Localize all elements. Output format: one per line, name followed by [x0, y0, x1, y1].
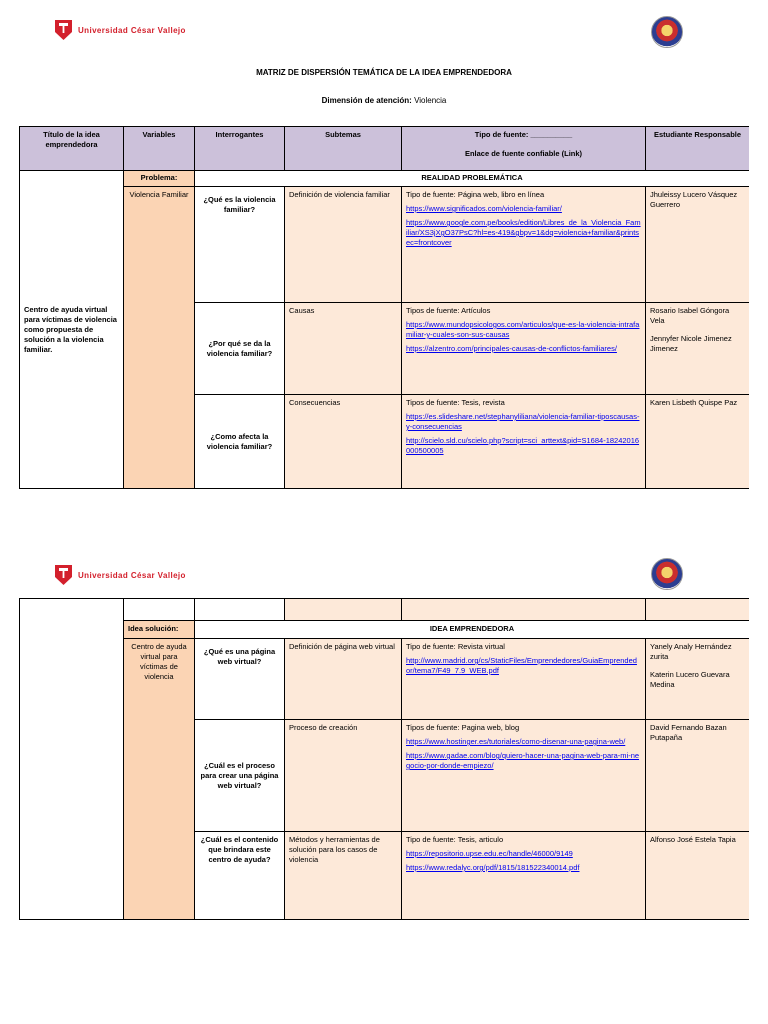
tipo-fuente-3: Tipos de fuente: Tesis, revista	[406, 398, 505, 407]
variable-value-2: Centro de ayuda virtual para víctimas de violencia	[124, 639, 195, 919]
dimension-label: Dimensión de atención:	[321, 96, 412, 105]
tipo-fuente-6: Tipo de fuente: Tesis, articulo	[406, 835, 504, 844]
pregunta-4: ¿Qué es una página web virtual?	[195, 639, 285, 720]
link-1-2[interactable]: https://www.google.com.pe/books/edition/Libres_de_la_Violencia_Familiar/XS3jXgO37PsC?hl=es-419&gbpv=1&dq=violencia+familiar&printsec=frontcover	[406, 218, 641, 247]
col-header-subtemas: Subtemas	[285, 127, 402, 171]
col-header-tipo-fuente: Tipo de fuente: __________	[474, 130, 573, 139]
col-header-variables: Variables	[124, 127, 195, 171]
estudiante-2	[646, 303, 749, 395]
col-header-estudiante: Estudiante Responsable	[646, 127, 749, 171]
fuente-4	[402, 639, 646, 720]
link-3-1[interactable]: https://es.slideshare.net/stephanyliliana/violencia-familiar-tiposcausas-y-consecuencias	[406, 412, 640, 431]
student-name: Alfonso José Estela Tapia	[650, 835, 736, 844]
tipo-fuente-4: Tipo de fuente: Revista virtual	[406, 642, 505, 651]
subtema-4: Definición de página web virtual	[285, 639, 402, 720]
col-header-interrogantes: Interrogantes	[195, 127, 285, 171]
subtema-6: Métodos y herramientas de solución para los casos de violencia	[285, 832, 402, 919]
subtema-3: Consecuencias	[285, 395, 402, 488]
estudiante-6	[646, 832, 749, 919]
empty-cell	[285, 599, 402, 621]
col-header-enlace: Enlace de fuente confiable (Link)	[464, 149, 583, 158]
seal-icon	[651, 16, 683, 48]
pregunta-1: ¿Qué es la violencia familiar?	[195, 187, 285, 303]
tipo-fuente-2: Tipos de fuente: Artículos	[406, 306, 491, 315]
estudiante-5	[646, 720, 749, 832]
link-3-2[interactable]: http://scielo.sld.cu/scielo.php?script=sci_arttext&pid=S1684-18242016000500005	[406, 436, 640, 455]
matrix-table-2	[19, 598, 749, 920]
document-title: MATRIZ DE DISPERSIÓN TEMÁTICA DE LA IDEA EMPRENDEDORA	[256, 68, 512, 77]
university-name: Universidad César Vallejo	[78, 570, 186, 580]
fuente-5	[402, 720, 646, 832]
link-1-1[interactable]: https://www.significados.com/violencia-familiar/	[406, 204, 562, 213]
col-header-titulo: Título de la idea emprendedora	[20, 127, 124, 171]
pregunta-6: ¿Cuál es el contenido que brindara este centro de ayuda?	[195, 832, 285, 919]
titulo-idea: Centro de ayuda virtual para víctimas de violencia como propuesta de solución a la violencia familiar.	[20, 171, 124, 488]
link-2-1[interactable]: https://www.mundopsicologos.com/articulos/que-es-la-violencia-intrafamiliar-y-cuales-son-sus-causas	[406, 320, 640, 339]
university-logo	[55, 20, 186, 40]
seal-icon	[651, 558, 683, 590]
fuente-2	[402, 303, 646, 395]
student-name: Jhuleissy Lucero Vásquez Guerrero	[650, 190, 738, 209]
empty-cell	[124, 599, 195, 621]
fuente-3	[402, 395, 646, 488]
link-6-1[interactable]: https://repositorio.upse.edu.ec/handle/46000/9149	[406, 849, 573, 858]
subtema-2: Causas	[285, 303, 402, 395]
pregunta-2: ¿Por qué se da la violencia familiar?	[195, 303, 285, 395]
fuente-6	[402, 832, 646, 919]
dimension-line	[0, 96, 768, 105]
student-name: Rosario Isabel Góngora Vela	[650, 306, 730, 325]
student-name: David Fernando Bazan Putapaña	[650, 723, 727, 742]
tipo-fuente-1: Tipo de fuente: Página web, libro en línea	[406, 190, 545, 199]
estudiante-4	[646, 639, 749, 720]
subtema-5: Proceso de creación	[285, 720, 402, 832]
dimension-value: Violencia	[414, 96, 447, 105]
empty-cell	[195, 599, 285, 621]
matrix-table-1	[19, 126, 749, 489]
ucv-shield-icon	[55, 565, 72, 585]
university-name: Universidad César Vallejo	[78, 25, 186, 35]
variable-label-2: Idea solución:	[124, 621, 195, 639]
fuente-1	[402, 187, 646, 303]
university-logo	[55, 565, 186, 585]
tipo-fuente-5: Tipos de fuente: Pagina web, blog	[406, 723, 520, 732]
student-name: Karen Lisbeth Quispe Paz	[650, 398, 738, 407]
subtema-1: Definición de violencia familiar	[285, 187, 402, 303]
section-header-2: IDEA EMPRENDEDORA	[195, 621, 749, 639]
pregunta-3: ¿Como afecta la violencia familiar?	[195, 395, 285, 488]
student-name: Jennyfer Nicole Jimenez Jimenez	[650, 334, 732, 353]
titulo-idea-continued	[20, 599, 124, 919]
variable-label: Problema:	[124, 171, 195, 187]
link-5-2[interactable]: https://www.gadae.com/blog/quiero-hacer-una-pagina-web-para-mi-negocio-por-donde-empiezo/	[406, 751, 640, 770]
link-2-2[interactable]: https://alzentro.com/principales-causas-de-conflictos-familiares/	[406, 344, 617, 353]
student-name: Katerin Lucero Guevara Medina	[650, 670, 730, 689]
student-name: Yanely Analy Hernández zurita	[650, 642, 732, 661]
link-5-1[interactable]: https://www.hostinger.es/tutoriales/como-disenar-una-pagina-web/	[406, 737, 626, 746]
link-4-1[interactable]: http://www.madrid.org/cs/StaticFiles/Emprendedores/GuiaEmprendedor/tema7/F49_7.9_WEB.pdf	[406, 656, 637, 675]
col-header-fuente	[402, 127, 646, 171]
empty-cell	[646, 599, 749, 621]
pregunta-5: ¿Cuál es el proceso para crear una página web virtual?	[195, 720, 285, 832]
link-6-2[interactable]: https://www.redalyc.org/pdf/1815/181522340014.pdf	[406, 863, 580, 872]
estudiante-3	[646, 395, 749, 488]
section-header: REALIDAD PROBLEMÁTICA	[195, 171, 749, 187]
estudiante-1	[646, 187, 749, 303]
ucv-shield-icon	[55, 20, 72, 40]
empty-cell	[402, 599, 646, 621]
variable-value: Violencia Familiar	[124, 187, 195, 488]
